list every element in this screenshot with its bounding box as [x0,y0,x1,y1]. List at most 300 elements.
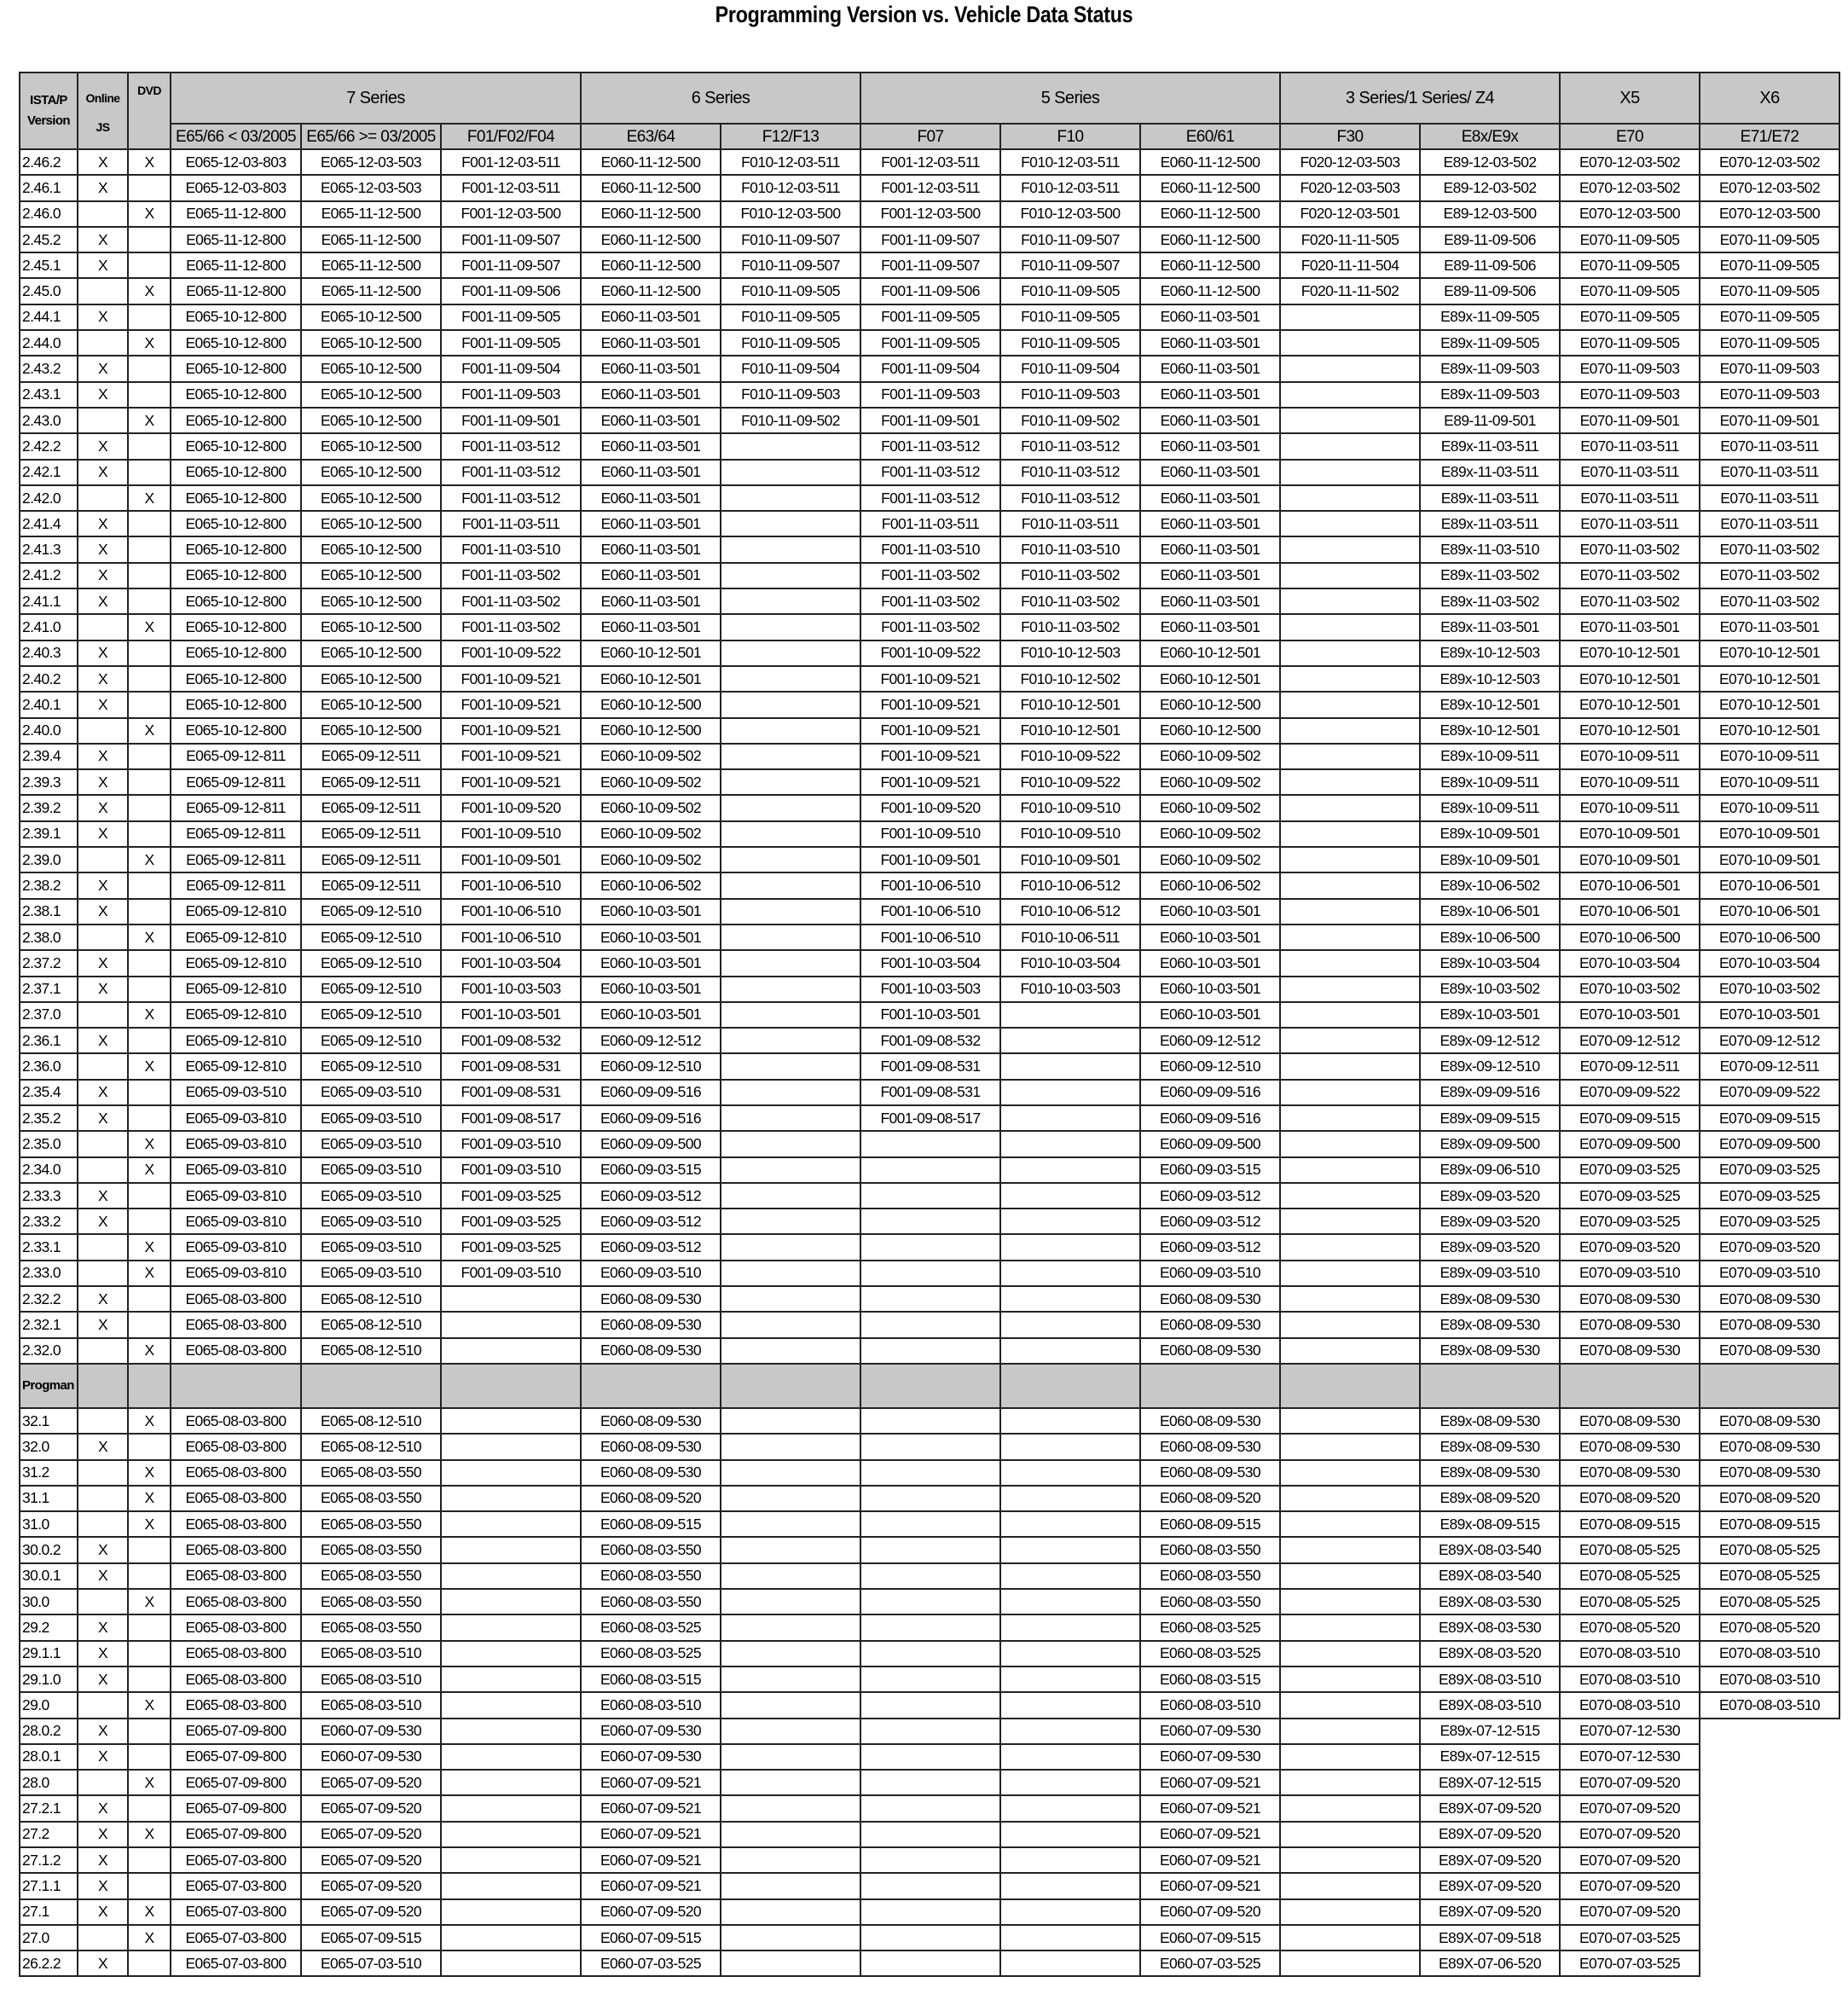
data-cell: E060-08-09-530 [581,1434,721,1459]
data-cell: F001-11-09-507 [441,227,581,252]
data-cell [721,1105,860,1131]
online-cell: X [78,692,128,717]
data-cell [721,1589,860,1614]
data-cell: E060-07-09-530 [1140,1719,1280,1744]
data-cell: E065-10-12-800 [171,408,301,433]
data-cell: F001-10-09-520 [860,795,1000,820]
data-cell: E065-07-09-515 [301,1925,441,1951]
data-cell: E065-10-12-800 [171,563,301,588]
version-cell: 32.0 [20,1434,78,1459]
data-cell: F010-11-09-504 [1000,356,1140,381]
data-cell [1280,821,1420,847]
data-cell [1280,899,1420,925]
data-cell: E060-10-03-501 [1140,977,1280,1002]
data-cell: E065-08-03-510 [301,1641,441,1666]
data-cell: E070-10-03-501 [1700,1002,1839,1028]
data-cell [721,718,860,744]
data-cell: E89x-11-09-503 [1420,356,1560,381]
online-cell: X [78,795,128,820]
table-row [20,977,1839,1002]
data-cell: F001-10-03-501 [860,1002,1000,1028]
data-cell: E070-10-03-504 [1560,950,1700,976]
online-cell [78,1460,128,1486]
version-cell: 2.44.0 [20,330,78,356]
online-cell: X [78,744,128,769]
dvd-cell: X [128,1899,171,1925]
data-cell: E065-08-03-800 [171,1286,301,1312]
data-cell: E070-08-09-530 [1700,1434,1839,1459]
online-cell: X [78,1209,128,1234]
data-cell: E060-07-09-521 [581,1822,721,1847]
data-cell: E060-09-03-510 [1140,1261,1280,1286]
header-model: F07 [860,124,1000,149]
table-row [20,201,1839,227]
data-cell: E070-07-12-530 [1560,1744,1700,1770]
data-cell: E070-10-09-511 [1560,795,1700,820]
data-cell: E060-11-03-501 [581,330,721,356]
dvd-cell [128,1080,171,1105]
data-cell [441,1408,581,1434]
data-cell [1280,1053,1420,1079]
data-cell: F010-12-03-511 [1000,149,1140,175]
data-cell [1280,692,1420,717]
data-cell [721,485,860,511]
data-cell: E060-11-03-501 [581,433,721,459]
data-cell: F001-09-08-532 [860,1028,1000,1053]
version-cell: 27.0 [20,1925,78,1951]
table-row [20,1105,1839,1131]
version-cell: 29.1.1 [20,1641,78,1666]
data-cell: E060-08-03-515 [581,1666,721,1692]
table-row [20,1614,1839,1640]
data-cell: F010-11-03-511 [1000,511,1140,536]
online-cell [78,1261,128,1286]
data-cell [1280,382,1420,408]
dvd-cell [128,1183,171,1209]
empty-cell [1700,1770,1839,1795]
data-cell [860,1614,1000,1640]
empty-cell [1700,1951,1839,1976]
data-cell: E070-10-09-501 [1700,821,1839,847]
dvd-cell [128,1614,171,1640]
data-cell: E065-08-03-800 [171,1486,301,1511]
data-cell: E065-07-03-800 [171,1951,301,1976]
data-cell: F001-09-08-531 [441,1053,581,1079]
online-cell [78,1692,128,1718]
version-cell: 2.40.0 [20,718,78,744]
data-cell: E060-08-03-550 [581,1537,721,1562]
data-cell: E065-09-03-510 [301,1080,441,1105]
online-cell [78,1408,128,1434]
data-cell: E060-08-03-550 [581,1589,721,1614]
data-cell: E070-07-09-520 [1560,1822,1700,1847]
data-cell: E89x-08-09-530 [1420,1460,1560,1486]
data-cell [860,1131,1000,1156]
dvd-cell [128,356,171,381]
data-cell: E060-11-03-501 [581,614,721,640]
data-cell: E060-11-03-501 [581,382,721,408]
data-cell: F001-10-03-504 [441,950,581,976]
data-cell: E060-09-12-512 [581,1028,721,1053]
data-cell [1280,1563,1420,1589]
data-cell: E065-09-12-810 [171,950,301,976]
data-cell [1000,1744,1140,1770]
data-cell: E060-10-09-502 [1140,847,1280,872]
data-cell: E065-10-12-800 [171,536,301,562]
data-cell: E065-09-03-510 [301,1157,441,1183]
data-cell: E070-11-03-502 [1560,588,1700,614]
data-cell: E070-10-09-501 [1560,847,1700,872]
data-cell: F001-09-03-525 [441,1234,581,1260]
table-row [20,356,1839,381]
version-cell: 2.39.0 [20,847,78,872]
data-cell [721,1641,860,1666]
table-row [20,795,1839,820]
data-cell [1000,1795,1140,1821]
data-cell: E89x-10-12-501 [1420,692,1560,717]
data-cell [441,1486,581,1511]
data-cell: E070-10-09-501 [1700,847,1839,872]
version-cell: 2.45.0 [20,278,78,304]
data-cell [1280,1511,1420,1537]
table-row [20,614,1839,640]
data-cell: F001-11-03-502 [441,614,581,640]
data-cell: E065-09-03-510 [301,1131,441,1156]
data-cell: E89x-10-09-501 [1420,821,1560,847]
data-cell: E060-08-09-530 [581,1338,721,1364]
online-cell: X [78,977,128,1002]
data-cell [1000,1312,1140,1337]
data-cell [1280,1080,1420,1105]
data-cell: E065-09-03-810 [171,1157,301,1183]
data-cell: E070-08-09-530 [1560,1286,1700,1312]
data-cell: E070-09-09-515 [1560,1105,1700,1131]
data-cell [721,744,860,769]
header-group-x6: X6 [1700,72,1839,124]
dvd-cell: X [128,201,171,227]
online-cell: X [78,1951,128,1976]
data-cell [1280,847,1420,872]
data-cell: E070-08-05-525 [1560,1563,1700,1589]
data-cell [1280,1028,1420,1053]
data-cell: E065-07-09-520 [301,1899,441,1925]
data-cell: F010-12-03-500 [721,201,860,227]
version-cell: 30.0.1 [20,1563,78,1589]
data-cell: E065-08-03-800 [171,1338,301,1364]
data-cell: F001-11-03-502 [860,588,1000,614]
header-group-7-series: 7 Series [171,72,581,124]
data-cell [860,1822,1000,1847]
data-cell: E065-09-12-510 [301,977,441,1002]
data-cell: F010-12-03-500 [1000,201,1140,227]
table-row [20,536,1839,562]
data-cell: E060-08-09-530 [1140,1408,1280,1434]
data-cell: E89X-07-09-520 [1420,1795,1560,1821]
data-cell: E89x-09-09-500 [1420,1131,1560,1156]
data-cell: E070-11-09-505 [1700,278,1839,304]
version-cell: 2.36.0 [20,1053,78,1079]
data-cell: E060-11-03-501 [1140,511,1280,536]
data-cell: E060-11-12-500 [581,227,721,252]
data-cell: E070-11-03-502 [1700,563,1839,588]
data-cell: F010-11-09-505 [1000,304,1140,330]
data-cell: E060-11-12-500 [1140,149,1280,175]
data-cell: E060-07-09-521 [1140,1847,1280,1873]
data-cell: E065-09-12-811 [171,744,301,769]
data-cell: E89x-10-09-511 [1420,795,1560,820]
data-cell: E89x-11-03-501 [1420,614,1560,640]
data-cell: E060-10-06-502 [581,872,721,898]
data-cell: E060-10-09-502 [1140,821,1280,847]
data-cell [1280,433,1420,459]
data-cell [1000,1209,1140,1234]
data-cell: E065-09-03-510 [301,1209,441,1234]
data-cell: E065-09-12-810 [171,977,301,1002]
data-cell: E060-09-03-512 [1140,1183,1280,1209]
data-cell: E060-09-03-512 [1140,1209,1280,1234]
version-cell: 27.2 [20,1822,78,1847]
data-cell: E89-11-09-506 [1420,252,1560,278]
data-cell: E070-10-09-501 [1560,821,1700,847]
data-cell [1000,1408,1140,1434]
data-cell [1280,536,1420,562]
data-cell [721,1744,860,1770]
data-cell: E065-10-12-500 [301,304,441,330]
data-cell: F010-11-09-503 [721,382,860,408]
data-cell [1280,1822,1420,1847]
data-cell: F001-11-09-505 [441,304,581,330]
data-cell [441,1614,581,1640]
data-cell: E065-09-03-810 [171,1261,301,1286]
data-cell [1280,950,1420,976]
data-cell: E060-11-12-500 [581,278,721,304]
header-model: E60/61 [1140,124,1280,149]
data-cell: E060-09-09-516 [1140,1105,1280,1131]
data-cell: E060-10-12-500 [581,692,721,717]
data-cell: F001-11-09-501 [860,408,1000,433]
data-cell [441,1563,581,1589]
data-cell [1280,1002,1420,1028]
data-cell: F001-12-03-500 [441,201,581,227]
data-cell [441,1822,581,1847]
online-cell [78,1157,128,1183]
data-cell: E065-07-09-520 [301,1822,441,1847]
data-cell: E070-08-09-530 [1560,1312,1700,1337]
online-cell: X [78,252,128,278]
dvd-cell [128,1434,171,1459]
data-cell: E065-09-03-810 [171,1105,301,1131]
data-cell: F001-12-03-500 [860,201,1000,227]
data-cell: F001-10-03-503 [860,977,1000,1002]
data-cell: E060-09-09-500 [1140,1131,1280,1156]
header-model: F10 [1000,124,1140,149]
data-cell [721,950,860,976]
data-cell: E065-08-03-550 [301,1460,441,1486]
data-cell: E070-10-03-502 [1560,977,1700,1002]
data-cell: F001-10-09-510 [441,821,581,847]
data-cell: F001-09-08-517 [441,1105,581,1131]
data-cell: E060-10-09-502 [581,821,721,847]
data-cell: E065-08-12-510 [301,1338,441,1364]
table-row [20,1537,1839,1562]
online-cell: X [78,1744,128,1770]
data-cell: E060-07-09-521 [581,1873,721,1898]
data-cell [1000,1511,1140,1537]
data-cell: E065-08-03-800 [171,1511,301,1537]
data-cell: E060-08-03-550 [1140,1563,1280,1589]
data-cell [721,511,860,536]
data-cell [1000,1002,1140,1028]
data-cell: E065-11-12-800 [171,227,301,252]
data-cell: E89X-07-09-520 [1420,1847,1560,1873]
data-cell: E065-08-03-550 [301,1589,441,1614]
data-cell [1280,977,1420,1002]
data-cell [1280,925,1420,950]
version-cell: 31.1 [20,1486,78,1511]
dvd-cell [128,641,171,666]
data-cell: E065-09-03-510 [301,1183,441,1209]
data-cell: E070-07-09-520 [1560,1795,1700,1821]
data-cell: F010-10-09-522 [1000,744,1140,769]
data-cell: E065-07-03-800 [171,1873,301,1898]
online-cell: X [78,1873,128,1898]
data-cell [441,1666,581,1692]
table-row [20,1563,1839,1589]
dvd-cell [128,433,171,459]
data-cell: F001-11-09-504 [860,356,1000,381]
data-cell: F001-09-03-525 [441,1209,581,1234]
data-cell: E070-12-03-502 [1560,175,1700,200]
dvd-cell [128,252,171,278]
data-cell: E060-10-03-501 [1140,950,1280,976]
data-cell: E065-07-09-800 [171,1795,301,1821]
version-cell: 2.38.0 [20,925,78,950]
data-cell: E060-10-03-501 [581,950,721,976]
data-cell: F001-09-03-510 [441,1261,581,1286]
data-cell: E060-10-12-501 [1140,641,1280,666]
data-cell: E060-10-03-501 [581,1002,721,1028]
data-cell: E060-11-03-501 [1140,563,1280,588]
data-cell: E065-09-12-511 [301,872,441,898]
data-cell: E060-07-03-525 [581,1951,721,1976]
version-cell: 29.2 [20,1614,78,1640]
data-cell [860,1951,1000,1976]
data-cell: E89x-10-03-501 [1420,1002,1560,1028]
data-cell: F010-11-09-502 [1000,408,1140,433]
data-cell: E060-08-09-530 [581,1408,721,1434]
version-cell: 2.39.1 [20,821,78,847]
data-cell: E070-10-09-511 [1560,769,1700,795]
data-cell: E070-11-03-511 [1700,460,1839,485]
table-row [20,1460,1839,1486]
online-cell: X [78,899,128,925]
data-cell: F001-11-09-507 [860,252,1000,278]
version-cell: 30.0.2 [20,1537,78,1562]
data-cell: E065-08-03-800 [171,1614,301,1640]
data-cell: E060-09-03-515 [1140,1157,1280,1183]
data-cell: E070-10-06-501 [1700,899,1839,925]
data-cell [721,1408,860,1434]
online-cell: X [78,1028,128,1053]
data-cell [721,847,860,872]
data-cell: F010-10-06-512 [1000,872,1140,898]
data-cell: F020-12-03-503 [1280,175,1420,200]
data-cell: E065-09-12-510 [301,1053,441,1079]
data-cell: F010-11-09-504 [721,356,860,381]
page-title: Programming Version vs. Vehicle Data Status [715,2,1133,27]
data-cell: E060-08-03-550 [1140,1589,1280,1614]
data-cell: F001-10-09-501 [441,847,581,872]
data-cell: E060-07-09-520 [581,1899,721,1925]
online-cell [78,1925,128,1951]
data-cell [441,1511,581,1537]
version-cell: 2.35.0 [20,1131,78,1156]
data-cell: E070-08-09-530 [1700,1338,1839,1364]
version-cell: 2.36.1 [20,1028,78,1053]
data-cell: E070-09-03-525 [1700,1209,1839,1234]
data-cell: E060-09-03-515 [581,1157,721,1183]
dvd-cell: X [128,1822,171,1847]
online-cell: X [78,1537,128,1562]
online-cell: X [78,1080,128,1105]
dvd-cell: X [128,847,171,872]
data-cell: E89X-08-03-530 [1420,1614,1560,1640]
data-cell: E060-07-09-530 [301,1719,441,1744]
online-cell: X [78,950,128,976]
data-cell [860,1408,1000,1434]
data-cell: E065-09-03-510 [171,1080,301,1105]
data-cell [860,1537,1000,1562]
data-cell: F001-11-09-504 [441,356,581,381]
data-cell: F001-12-03-511 [441,175,581,200]
data-cell [1280,1234,1420,1260]
data-cell: E060-07-03-525 [1140,1951,1280,1976]
data-cell [1280,1847,1420,1873]
data-cell: E070-11-09-503 [1700,356,1839,381]
version-cell: 2.38.2 [20,872,78,898]
online-cell: X [78,304,128,330]
version-cell: 2.46.1 [20,175,78,200]
data-cell [1280,511,1420,536]
data-cell: E070-07-09-520 [1560,1899,1700,1925]
data-cell: E060-08-03-550 [1140,1537,1280,1562]
data-cell: F001-11-03-512 [860,485,1000,511]
data-cell: E065-09-12-810 [171,1053,301,1079]
data-cell: E060-07-09-530 [301,1744,441,1770]
data-cell [721,1719,860,1744]
online-cell: X [78,1312,128,1337]
data-cell [860,1338,1000,1364]
data-cell: E070-10-06-501 [1700,872,1839,898]
data-cell: E070-09-03-525 [1560,1183,1700,1209]
table-row [20,485,1839,511]
data-cell [1280,1744,1420,1770]
data-cell [1000,1822,1140,1847]
data-cell: E060-11-12-500 [581,175,721,200]
table-row [20,641,1839,666]
dvd-cell: X [128,925,171,950]
data-cell: E89x-11-03-511 [1420,511,1560,536]
version-cell: 29.0 [20,1692,78,1718]
header-model: E70 [1560,124,1700,149]
data-cell: E070-08-09-530 [1700,1312,1839,1337]
dvd-cell [128,1666,171,1692]
data-cell: E065-07-09-520 [301,1847,441,1873]
data-cell: E070-09-09-522 [1700,1080,1839,1105]
data-cell: F010-11-09-502 [721,408,860,433]
data-cell: E065-07-09-520 [301,1795,441,1821]
data-cell: E070-12-03-500 [1560,201,1700,227]
